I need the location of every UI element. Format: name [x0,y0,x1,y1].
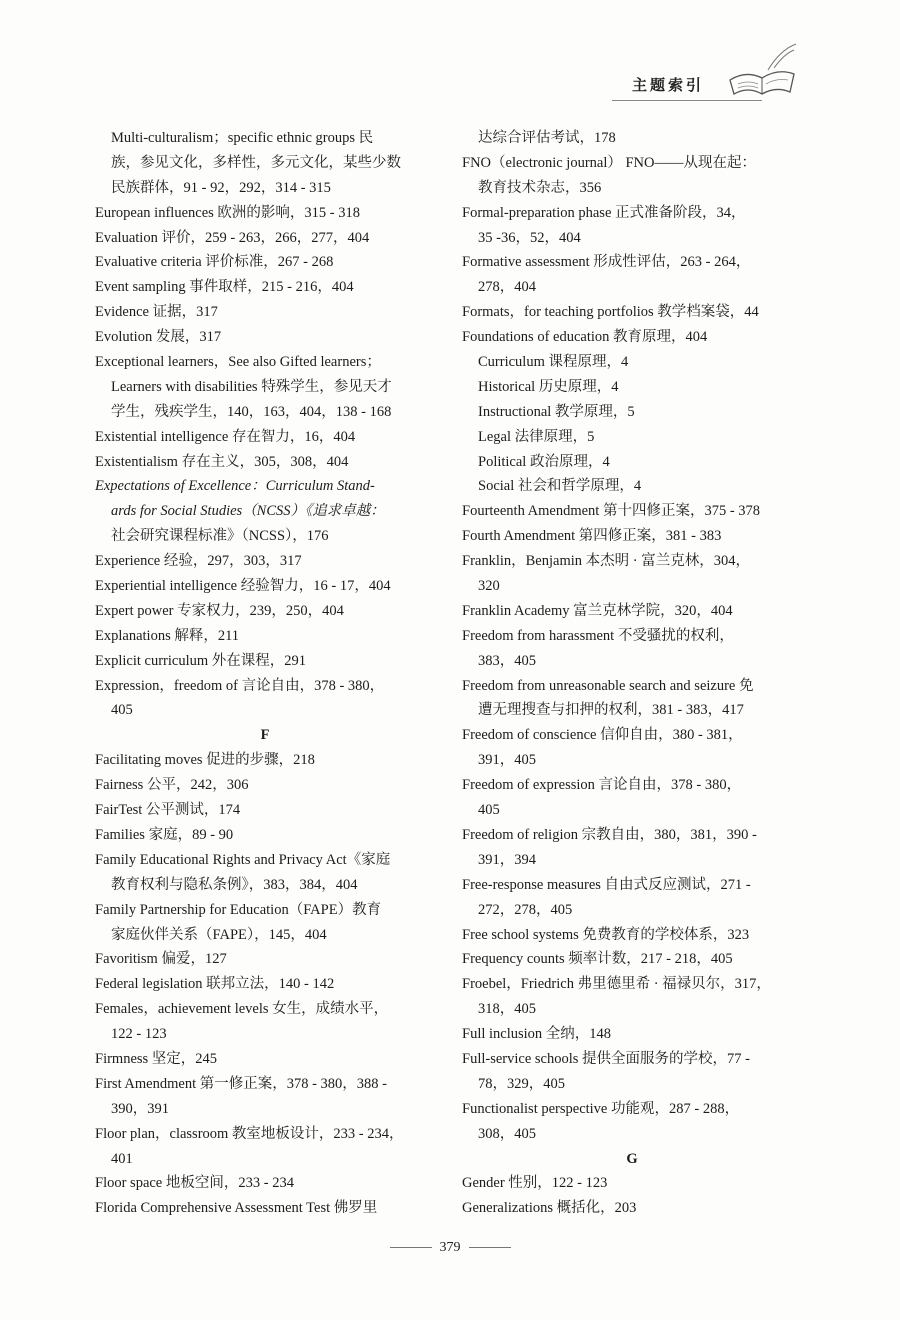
index-entry-line: Full inclusion 全纳，148 [462,1026,612,1043]
index-entry-line: Franklin，Benjamin 本杰明 · 富兰克林，304， [462,553,750,570]
index-entry-line: 教育技术杂志，356 [478,179,602,196]
index-entry-line: Experience 经验，297，303，317 [95,553,302,570]
index-entry-line: First Amendment 第一修正案，378 - 380，388 - [95,1075,388,1092]
index-entry-line: 391，394 [478,851,536,868]
index-entry-line: Evidence 证据，317 [95,304,218,321]
index-entry-line: Franklin Academy 富兰克林学院，320，404 [462,602,733,619]
index-entry-line: Frequency counts 频率计数，217 - 218，405 [462,951,733,968]
index-entry-line: ards for Social Studies（NCSS）《追求卓越： [111,503,385,520]
index-entry-line: Floor plan，classroom 教室地板设计，233 - 234， [95,1125,404,1142]
index-entry-line: Fourth Amendment 第四修正案，381 - 383 [462,528,722,545]
index-entry-line: Family Educational Rights and Privacy Act《家庭 [95,851,391,868]
index-entry-line: Formats，for teaching portfolios 教学档案袋，44 [462,304,759,321]
index-column-left [95,126,435,1221]
index-entry-line: Social 社会和哲学原理，4 [478,478,642,495]
index-entry-line: Functionalist perspective 功能观，287 - 288， [462,1100,740,1117]
index-entry-line: 308，405 [478,1125,536,1142]
index-entry-line: Gender 性别，122 - 123 [462,1175,608,1192]
index-entry-line: Existential intelligence 存在智力，16，404 [95,428,356,445]
index-entry-line: Facilitating moves 促进的步骤，218 [95,752,315,769]
index-entry-line: Instructional 教学原理，5 [478,403,635,420]
index-entry-line: 学生，残疾学生，140，163，404，138 - 168 [111,403,392,420]
index-entry-line: Family Partnership for Education（FAPE）教育 [95,901,382,918]
index-entry-line: 民族群体，91 - 92，292，314 - 315 [111,179,331,196]
index-entry-line: Formal-preparation phase 正式准备阶段，34， [462,204,746,221]
index-entry-line: 社会研究课程标准》（NCSS），176 [111,528,329,545]
index-entry-line: Fourteenth Amendment 第十四修正案，375 - 378 [462,503,761,520]
index-entry-line: Freedom from harassment 不受骚扰的权利， [462,627,734,644]
open-book-icon [724,40,800,102]
index-entry-line: Females，achievement levels 女生，成绩水平， [95,1001,389,1018]
index-entry-line: 家庭伙伴关系（FAPE），145，404 [111,926,327,943]
index-entry-line: 达综合评估考试，178 [478,130,616,146]
section-heading: G [626,1150,638,1167]
index-entry-line: Evaluation 评价，259 - 263，266，277，404 [95,229,370,246]
page-header-title: 主题索引 [632,76,705,94]
index-entry-line: 320 [478,578,500,595]
index-entry-line: Expert power 专家权力，239，250，404 [95,602,344,619]
index-entry-line: Experiential intelligence 经验智力，16 - 17，404 [95,578,391,595]
index-entry-line: Foundations of education 教育原理，404 [462,329,708,346]
index-entry-line: Political 政治原理，4 [478,453,610,470]
index-entry-line: Existentialism 存在主义，305，308，404 [95,453,349,470]
index-entry-line: Full-service schools 提供全面服务的学校，77 - [462,1050,750,1067]
index-entry-line: Freedom of expression 言论自由，378 - 380， [462,777,742,794]
index-entry-line: 教育权利与隐私条例》，383，384，404 [111,876,358,893]
index-entry-line: 122 - 123 [111,1026,167,1043]
index-entry-line: European influences 欧洲的影响，315 - 318 [95,204,360,221]
index-entry-line: Explanations 解释，211 [95,627,240,644]
index-entry-line: Froebel，Friedrich 弗里德里希 · 福禄贝尔，317， [462,976,771,993]
index-entry-line: FNO（electronic journal） FNO——从现在起： [462,154,756,171]
index-entry-line: Firmness 坚定，245 [95,1050,218,1067]
index-entry-line: 278，404 [478,279,536,296]
index-entry-line: 383，405 [478,652,536,669]
index-entry-line: Learners with disabilities 特殊学生，参见天才 [111,378,392,395]
index-entry-line: FairTest 公平测试，174 [95,802,241,819]
index-entry-line: Floor space 地板空间，233 - 234 [95,1175,294,1192]
index-entry-line: 318，405 [478,1001,536,1018]
index-entry-line: Exceptional learners，See also Gifted learners； [95,354,381,371]
index-entry-line: Florida Comprehensive Assessment Test 佛罗里 [95,1200,378,1217]
index-entry-line: 35 -36，52，404 [478,229,581,246]
index-entry-line: Expression，freedom of 言论自由，378 - 380， [95,677,385,694]
index-entry-line: 391，405 [478,752,536,769]
index-entry-line: Favoritism 偏爱，127 [95,951,227,968]
index-entry-line: 401 [111,1150,133,1167]
page-footer [0,1240,900,1256]
index-entry-line: Historical 历史原理，4 [478,378,619,395]
index-entry-line: Free-response measures 自由式反应测试，271 - [462,876,751,893]
index-column-right [462,126,802,1221]
index-entry-line: Families 家庭，89 - 90 [95,826,234,843]
index-entry-line: Freedom from unreasonable search and seizure 免 [462,677,754,694]
index-entry-line: 405 [111,702,133,719]
index-entry-line: Expectations of Excellence：Curriculum Stand- [95,478,375,495]
index-entry-line: 405 [478,802,500,819]
index-entry-line: Evaluative criteria 评价标准，267 - 268 [95,254,334,271]
index-entry-line: 遭无理搜查与扣押的权利，381 - 383，417 [478,702,744,719]
index-entry-line: Multi-culturalism；specific ethnic groups 民 [111,130,374,146]
index-entry-line: Curriculum 课程原理，4 [478,354,629,371]
footer-rule-right [469,1247,511,1248]
index-entry-line: Legal 法律原理，5 [478,428,595,445]
index-entry-line: Explicit curriculum 外在课程，291 [95,652,307,669]
footer-rule-left [390,1247,432,1248]
index-entry-line: Federal legislation 联邦立法，140 - 142 [95,976,335,993]
index-entry-line: Evolution 发展，317 [95,329,222,346]
index-entry-line: Generalizations 概括化，203 [462,1200,637,1217]
index-entry-line: Event sampling 事件取样，215 - 216，404 [95,279,354,296]
index-entry-line: 272，278，405 [478,901,573,918]
index-entry-line: 78，329，405 [478,1075,565,1092]
index-entry-line: Freedom of conscience 信仰自由，380 - 381， [462,727,743,744]
index-entry-line: Fairness 公平，242，306 [95,777,249,794]
index-entry-line: Free school systems 免费教育的学校体系，323 [462,926,750,943]
index-entry-line: 族，参见文化，多样性，多元文化，某些少数 [111,154,401,171]
section-heading: F [260,727,270,744]
page-number: 379 [439,1240,461,1255]
index-entry-line: 390，391 [111,1100,169,1117]
index-entry-line: Freedom of religion 宗教自由，380，381，390 - [462,826,757,843]
index-entry-line: Formative assessment 形成性评估，263 - 264， [462,254,751,271]
